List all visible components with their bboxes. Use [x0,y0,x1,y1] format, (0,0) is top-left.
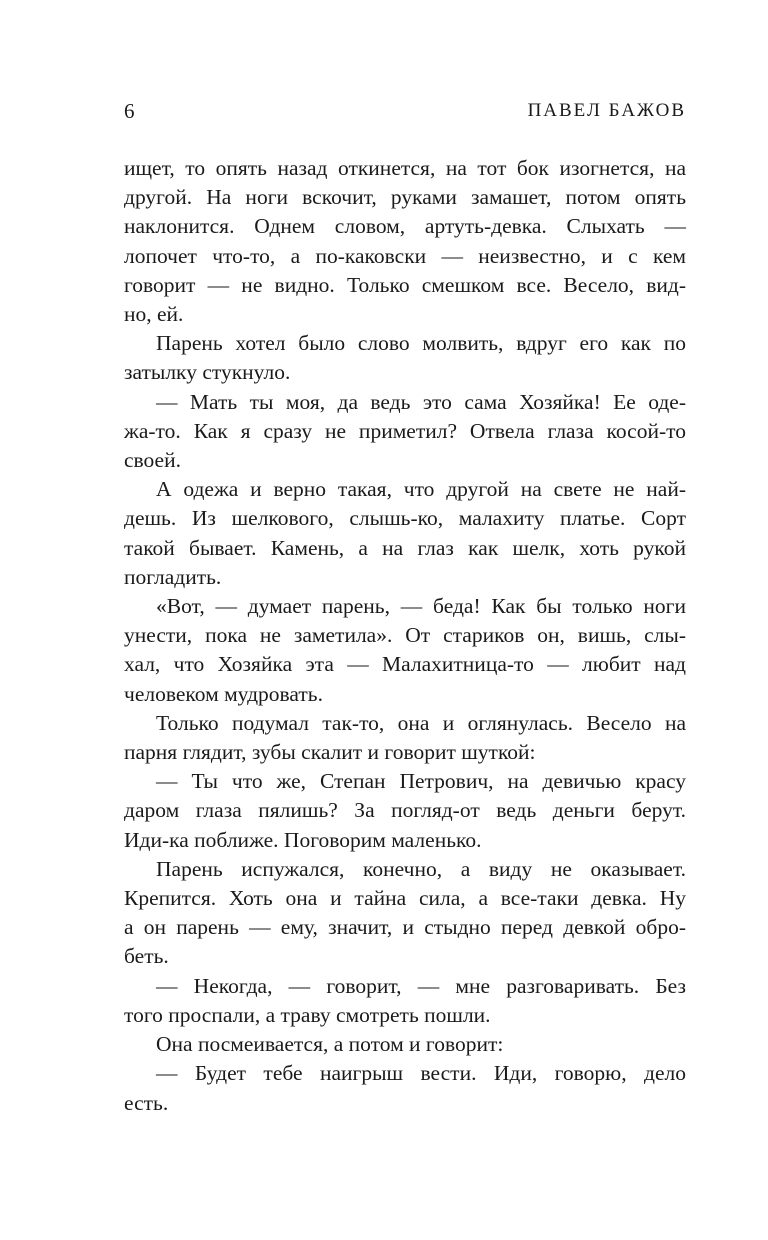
text-line: Иди-ка поближе. Поговорим маленько. [124,827,482,852]
text-line: парня глядит, зубы скалит и говорит шуткой: [124,740,536,765]
text-line: наклонится. Однем словом, артуть-девка. Слыхать — [124,214,686,239]
paragraph [124,154,686,329]
paragraph [124,709,686,767]
text-line: другой. На ноги вскочит, руками замашет, потом опять [124,185,686,210]
text-line: — Ты что же, Степан Петрович, на девичью красу [156,769,686,794]
text-line: — Мать ты моя, да ведь это сама Хозяйка! Ее оде- [156,389,686,414]
text-line: Крепится. Хоть она и тайна сила, а все-таки девка. Ну [124,886,686,911]
paragraph [124,767,686,855]
text-line: но, ей. [124,302,184,327]
page-header [124,96,686,126]
text-line: а он парень — ему, значит, и стыдно перед девкой обро- [124,915,686,940]
paragraph [124,329,686,387]
text-line: «Вот, — думает парень, — беда! Как бы только ноги [156,594,686,619]
body-text [124,154,686,1118]
text-line: ищет, то опять назад откинется, на тот бок изогнется, на [124,156,686,180]
text-line: даром глаза пялишь? За погляд-от ведь деньги берут. [124,798,686,823]
paragraph [124,592,686,709]
running-head: ПАВЕЛ БАЖОВ [527,100,686,121]
text-line: Она посмеивается, а потом и говорит: [156,1032,504,1057]
text-line: своей. [124,448,181,473]
text-line: дешь. Из шелкового, слышь-ко, малахиту платье. Сорт [124,506,686,531]
text-line: говорит — не видно. Только смешком все. Весело, вид- [124,272,686,297]
text-line: — Некогда, — говорит, — мне разговаривать. Без [156,973,686,998]
text-line: есть. [124,1090,169,1115]
text-line: погладить. [124,564,222,589]
text-line: хал, что Хозяйка эта — Малахитница-то — любит над [124,652,686,677]
text-line: Только подумал так-то, она и оглянулась. Весело на [156,710,686,735]
paragraph [124,972,686,1030]
text-line: жа-то. Как я сразу не приметил? Отвела глаза косой-то [124,418,686,443]
text-line: человеком мудровать. [124,681,323,706]
page-number: 6 [124,99,135,123]
text-line: беть. [124,944,169,969]
text-line: Парень испужался, конечно, а виду не оказывает. [156,856,686,881]
paragraph [124,475,686,592]
paragraph [124,1030,686,1059]
text-line: того проспали, а траву смотреть пошли. [124,1002,491,1027]
text-line: — Будет тебе наигрыш вести. Иди, говорю, дело [156,1061,686,1086]
paragraph [124,855,686,972]
text-line: затылку стукнуло. [124,360,291,385]
paragraph [124,1059,686,1117]
text-line: такой бывает. Камень, а на глаз как шелк, хоть рукой [124,535,686,560]
paragraph [124,388,686,476]
text-line: А одежа и верно такая, что другой на свете не най- [156,477,686,502]
text-line: унести, пока не заметила». От стариков он, вишь, слы- [124,623,686,648]
text-line: лопочет что-то, а по-каковски — неизвестно, и с кем [124,243,686,268]
text-line: Парень хотел было слово молвить, вдруг его как по [156,331,686,356]
